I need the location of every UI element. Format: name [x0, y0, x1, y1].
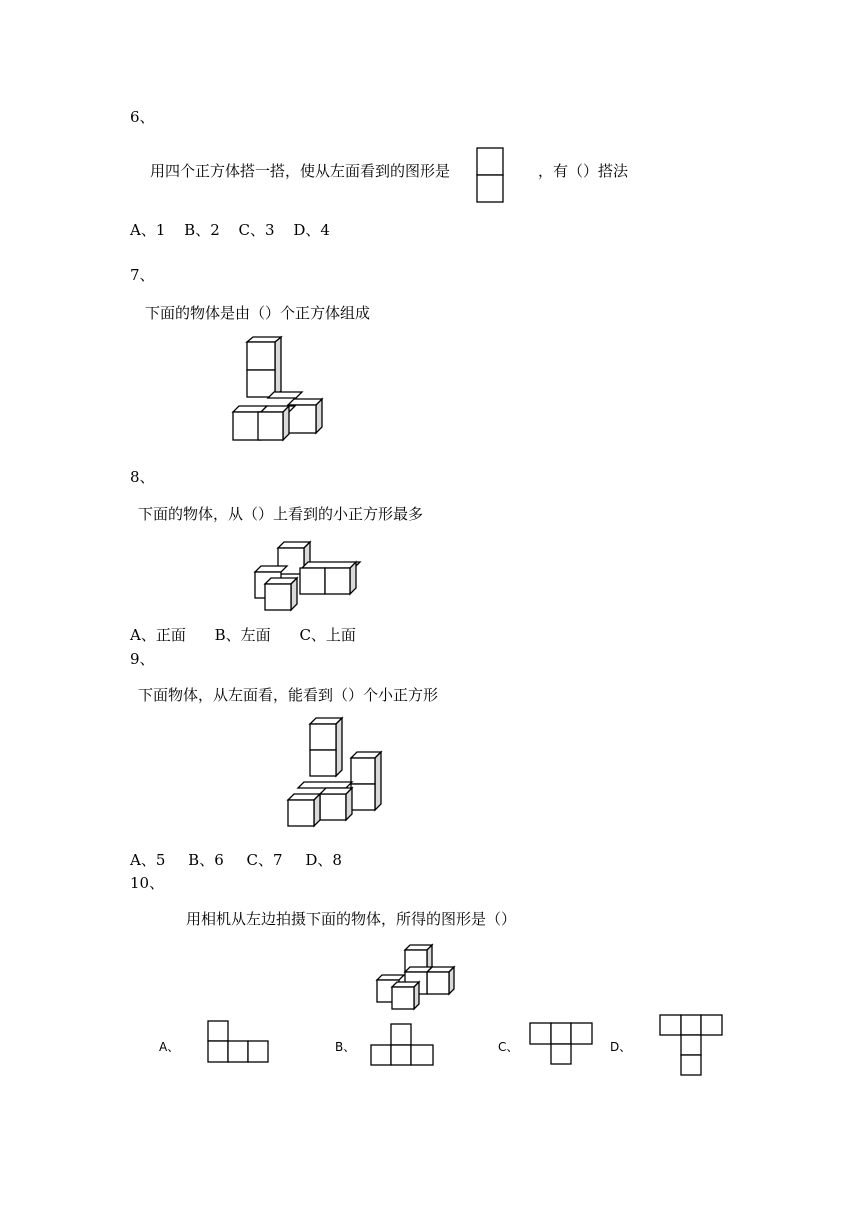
q10-choice-b-label[interactable]: B、 — [335, 1040, 356, 1054]
q6-left-view-figure — [476, 147, 506, 205]
question-6-stem-after: ，有（）搭法 — [538, 162, 629, 180]
question-9-options — [130, 849, 356, 870]
question-7-number: 7、 — [130, 266, 155, 284]
question-9-stem: 下面物体，从左面看，能看到（）个小正方形 — [138, 686, 439, 704]
question-7-stem: 下面的物体是由（）个正方体组成 — [145, 304, 371, 322]
question-10-stem: 用相机从左边拍摄下面的物体，所得的图形是（） — [186, 910, 517, 928]
question-10-number: 10、 — [130, 874, 165, 892]
q6-option-d[interactable]: D、4 — [293, 221, 330, 239]
q6-option-a[interactable]: A、1 — [130, 221, 166, 239]
q10-choice-d-label[interactable]: D、 — [610, 1040, 632, 1054]
question-6-number: 6、 — [130, 108, 155, 126]
question-8-number: 8、 — [130, 468, 155, 486]
q10-choice-d-figure[interactable] — [659, 1014, 725, 1078]
question-6-stem-before: 用四个正方体搭一搭，使从左面看到的图形是 — [150, 162, 451, 180]
question-6-options — [130, 219, 344, 240]
q9-option-c[interactable]: C、7 — [246, 851, 283, 869]
q8-cube-figure — [252, 538, 362, 612]
q6-option-c[interactable]: C、3 — [238, 221, 275, 239]
q9-option-b[interactable]: B、6 — [188, 851, 224, 869]
q10-cube-figure — [372, 942, 458, 1012]
q10-choice-b-figure[interactable] — [370, 1023, 436, 1067]
question-9-number: 9、 — [130, 650, 155, 668]
q8-option-c[interactable]: C、上面 — [299, 626, 356, 644]
question-8-options — [130, 624, 370, 645]
q9-option-d[interactable]: D、8 — [305, 851, 342, 869]
q10-choice-a-label[interactable]: A、 — [159, 1040, 180, 1054]
q10-choice-a-figure[interactable] — [207, 1020, 271, 1064]
q10-choice-c-label[interactable]: C、 — [498, 1040, 519, 1054]
q8-option-b[interactable]: B、左面 — [214, 626, 271, 644]
question-8-stem: 下面的物体，从（）上看到的小正方形最多 — [138, 505, 424, 523]
q7-cube-figure — [228, 336, 328, 444]
q8-option-a[interactable]: A、正面 — [130, 626, 186, 644]
q10-choice-c-figure[interactable] — [529, 1022, 595, 1066]
q9-option-a[interactable]: A、5 — [130, 851, 166, 869]
q9-cube-figure — [284, 716, 388, 832]
q6-option-b[interactable]: B、2 — [184, 221, 220, 239]
